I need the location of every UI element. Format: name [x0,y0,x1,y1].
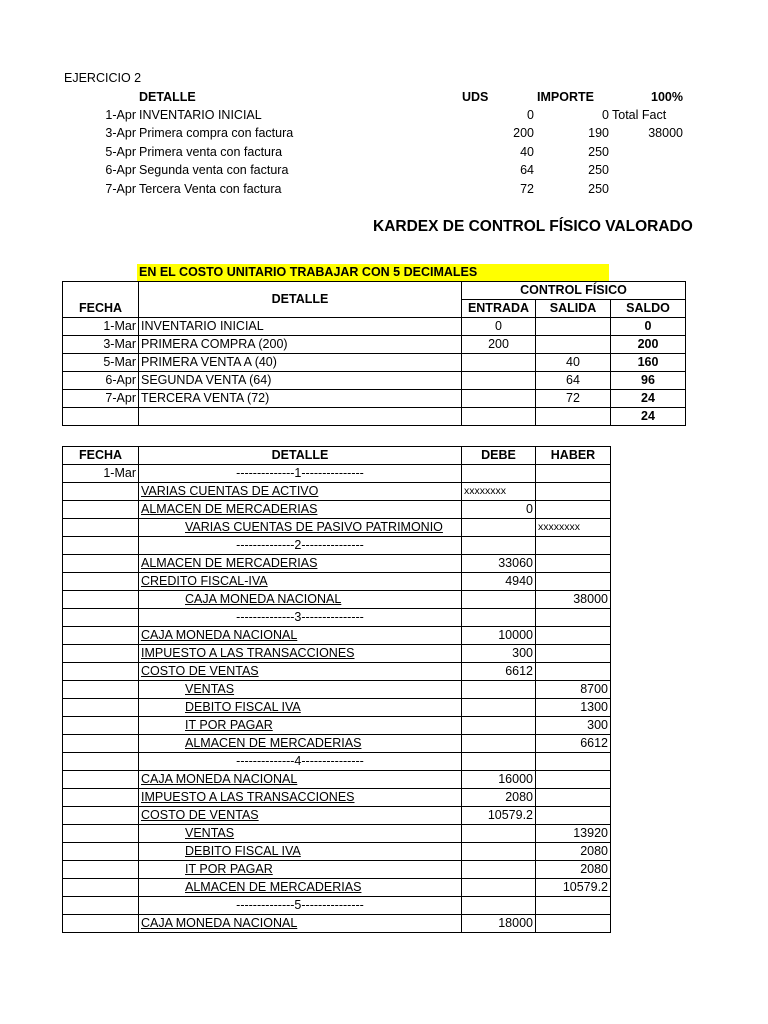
journal-cell-fecha [63,483,139,501]
journal-cell-debe: 10579.2 [462,807,536,825]
journal-cell-haber: 1300 [536,699,611,717]
journal-cell-debe: 2080 [462,789,536,807]
journal-cell-debe: 10000 [462,627,536,645]
kardex-table [62,281,686,426]
journal-cell-detalle [139,663,462,681]
exercise-row-fecha: 7-Apr [105,182,136,196]
journal-cell-haber: 2080 [536,843,611,861]
exercise-row-importe: 0 [602,108,609,122]
journal-cell-detalle [139,843,462,861]
kardex-cell-entrada [462,408,536,426]
table-row [63,753,611,771]
journal-cell-debe [462,465,536,483]
kardex-cell-entrada [462,390,536,408]
kardex-cell-saldo: 24 [611,390,686,408]
journal-cell-haber [536,537,611,555]
kardex-header-fecha: FECHA [63,282,139,318]
table-row [63,717,611,735]
journal-cell-debe [462,825,536,843]
journal-cell-detalle [139,735,462,753]
account-name: CREDITO FISCAL-IVA [141,574,268,588]
kardex-header-saldo: SALDO [611,300,686,318]
journal-cell-detalle: --------------4--------------- [139,753,462,771]
table-row [63,825,611,843]
kardex-header-control: CONTROL FÍSICO [462,282,686,300]
journal-cell-fecha [63,861,139,879]
exercise-row-fecha: 3-Apr [105,126,136,140]
journal-cell-fecha [63,699,139,717]
table-row [63,645,611,663]
kardex-cell-saldo: 200 [611,336,686,354]
journal-cell-haber [536,627,611,645]
journal-cell-haber: 13920 [536,825,611,843]
journal-cell-haber: 6612 [536,735,611,753]
kardex-cell-fecha: 6-Apr [63,372,139,390]
journal-cell-haber [536,501,611,519]
exercise-header-uds: UDS [462,90,489,104]
journal-cell-debe [462,591,536,609]
journal-cell-detalle [139,573,462,591]
exercise-row-note: Total Fact [612,108,667,122]
exercise-row-total: 38000 [648,126,683,140]
journal-table [62,446,611,933]
journal-cell-debe: 0 [462,501,536,519]
journal-cell-fecha [63,915,139,933]
journal-header-haber: HABER [536,447,611,465]
journal-cell-debe: xxxxxxxx [462,483,536,501]
kardex-title: KARDEX DE CONTROL FÍSICO VALORADO [373,218,693,235]
table-row [63,573,611,591]
kardex-cell-fecha: 3-Mar [63,336,139,354]
journal-cell-fecha [63,807,139,825]
table-row [63,519,611,537]
journal-cell-detalle [139,879,462,897]
kardex-cell-fecha: 1-Mar [63,318,139,336]
journal-cell-fecha [63,501,139,519]
table-row [63,408,686,426]
journal-cell-haber [536,465,611,483]
table-row [63,537,611,555]
journal-cell-fecha [63,573,139,591]
journal-cell-haber [536,555,611,573]
journal-cell-detalle: --------------3--------------- [139,609,462,627]
exercise-row-importe: 250 [588,145,609,159]
journal-cell-debe [462,609,536,627]
journal-cell-detalle [139,681,462,699]
journal-cell-debe [462,681,536,699]
journal-cell-debe [462,753,536,771]
table-row [63,627,611,645]
journal-header-debe: DEBE [462,447,536,465]
journal-cell-haber [536,573,611,591]
journal-cell-haber: 38000 [536,591,611,609]
journal-cell-debe: 16000 [462,771,536,789]
journal-cell-detalle: --------------1--------------- [139,465,462,483]
table-row [63,735,611,753]
table-row [63,555,611,573]
exercise-row-uds: 72 [520,182,534,196]
exercise-header-importe: IMPORTE [537,90,594,104]
journal-cell-haber [536,771,611,789]
exercise-row-importe: 250 [588,163,609,177]
journal-cell-debe: 33060 [462,555,536,573]
journal-cell-fecha [63,825,139,843]
journal-cell-detalle [139,915,462,933]
kardex-cell-detalle: PRIMERA COMPRA (200) [139,336,462,354]
kardex-cell-salida [536,408,611,426]
account-name: IMPUESTO A LAS TRANSACCIONES [141,790,355,804]
journal-cell-haber: 2080 [536,861,611,879]
journal-cell-fecha [63,789,139,807]
exercise-row-fecha: 1-Apr [105,108,136,122]
account-name: VENTAS [185,826,235,840]
journal-cell-detalle: --------------2--------------- [139,537,462,555]
journal-body [63,465,611,933]
account-name: CAJA MONEDA NACIONAL [141,772,298,786]
account-name: ALMACEN DE MERCADERIAS [141,502,318,516]
exercise-label: EJERCICIO 2 [64,71,142,85]
journal-cell-debe [462,897,536,915]
table-row [63,483,611,501]
journal-cell-haber: 10579.2 [536,879,611,897]
journal-header-detalle: DETALLE [139,447,462,465]
account-name: CAJA MONEDA NACIONAL [141,628,298,642]
account-name: VARIAS CUENTAS DE ACTIVO [141,484,319,498]
exercise-row-detalle: Segunda venta con factura [139,163,289,177]
kardex-cell-saldo: 160 [611,354,686,372]
table-row [63,465,611,483]
journal-cell-fecha [63,897,139,915]
table-row [63,354,686,372]
journal-cell-detalle [139,789,462,807]
journal-cell-debe: 300 [462,645,536,663]
table-row [63,789,611,807]
journal-cell-haber: 8700 [536,681,611,699]
journal-cell-detalle [139,807,462,825]
table-row [63,336,686,354]
exercise-row-uds: 40 [520,145,534,159]
journal-cell-fecha [63,663,139,681]
kardex-cell-detalle: PRIMERA VENTA A (40) [139,354,462,372]
account-name: DEBITO FISCAL IVA [185,700,301,714]
account-name: DEBITO FISCAL IVA [185,844,301,858]
journal-cell-fecha [63,771,139,789]
table-row [63,879,611,897]
journal-cell-detalle [139,483,462,501]
exercise-row-importe: 250 [588,182,609,196]
journal-cell-fecha [63,645,139,663]
journal-cell-haber [536,483,611,501]
journal-cell-detalle [139,645,462,663]
journal-header-fecha: FECHA [63,447,139,465]
journal-cell-debe [462,843,536,861]
table-row [63,372,686,390]
journal-cell-detalle [139,861,462,879]
exercise-row-uds: 0 [527,108,534,122]
kardex-cell-detalle [139,408,462,426]
kardex-cell-entrada [462,354,536,372]
account-name: IMPUESTO A LAS TRANSACCIONES [141,646,355,660]
journal-cell-haber [536,753,611,771]
journal-cell-debe: 6612 [462,663,536,681]
kardex-cell-fecha: 5-Mar [63,354,139,372]
journal-cell-haber [536,807,611,825]
table-row [63,663,611,681]
journal-cell-haber: 300 [536,717,611,735]
journal-cell-fecha [63,681,139,699]
journal-cell-fecha [63,735,139,753]
exercise-row-detalle: Primera venta con factura [139,145,283,159]
table-row [63,843,611,861]
table-row [63,681,611,699]
journal-cell-fecha [63,591,139,609]
table-row [63,915,611,933]
account-name: VENTAS [185,682,235,696]
account-name: VARIAS CUENTAS DE PASIVO PATRIMONIO [185,520,443,534]
journal-cell-haber [536,663,611,681]
journal-cell-fecha [63,609,139,627]
journal-cell-debe: 18000 [462,915,536,933]
journal-cell-detalle [139,519,462,537]
journal-cell-detalle [139,591,462,609]
exercise-row-uds: 64 [520,163,534,177]
exercise-row-fecha: 6-Apr [105,163,136,177]
account-name: ALMACEN DE MERCADERIAS [185,736,362,750]
journal-cell-detalle [139,699,462,717]
kardex-cell-salida [536,336,611,354]
kardex-note: EN EL COSTO UNITARIO TRABAJAR CON 5 DECIMALES [137,264,609,281]
table-row [63,771,611,789]
kardex-cell-entrada: 200 [462,336,536,354]
journal-cell-haber [536,645,611,663]
journal-cell-fecha: 1-Mar [63,465,139,483]
journal-cell-debe [462,519,536,537]
journal-cell-detalle [139,627,462,645]
journal-cell-detalle [139,501,462,519]
table-row [63,807,611,825]
exercise-header-detalle: DETALLE [139,90,196,104]
kardex-cell-saldo: 0 [611,318,686,336]
journal-cell-haber [536,897,611,915]
kardex-cell-fecha: 7-Apr [63,390,139,408]
table-row [63,897,611,915]
kardex-cell-salida: 64 [536,372,611,390]
journal-cell-fecha [63,537,139,555]
journal-cell-detalle: --------------5--------------- [139,897,462,915]
exercise-row-detalle: Primera compra con factura [139,126,294,140]
journal-cell-debe [462,879,536,897]
journal-cell-debe [462,735,536,753]
table-row [63,699,611,717]
table-row [63,501,611,519]
kardex-header-detalle: DETALLE [139,282,462,318]
journal-cell-debe [462,717,536,735]
table-row [63,390,686,408]
journal-cell-fecha [63,627,139,645]
journal-cell-haber [536,915,611,933]
kardex-cell-detalle: SEGUNDA VENTA (64) [139,372,462,390]
kardex-header-salida: SALIDA [536,300,611,318]
exercise-row-importe: 190 [588,126,609,140]
journal-cell-debe [462,537,536,555]
journal-cell-debe: 4940 [462,573,536,591]
exercise-row-fecha: 5-Apr [105,145,136,159]
journal-cell-haber [536,789,611,807]
journal-cell-detalle [139,717,462,735]
kardex-cell-saldo: 24 [611,408,686,426]
journal-cell-fecha [63,555,139,573]
kardex-cell-entrada: 0 [462,318,536,336]
journal-cell-fecha [63,519,139,537]
account-name: COSTO DE VENTAS [141,664,259,678]
table-row [63,591,611,609]
kardex-cell-detalle: TERCERA VENTA (72) [139,390,462,408]
kardex-cell-detalle: INVENTARIO INICIAL [139,318,462,336]
exercise-header-pct: 100% [651,90,683,104]
table-row [63,318,686,336]
kardex-cell-entrada [462,372,536,390]
journal-cell-debe [462,699,536,717]
account-name: CAJA MONEDA NACIONAL [141,916,298,930]
journal-cell-fecha [63,717,139,735]
kardex-cell-salida: 72 [536,390,611,408]
account-name: ALMACEN DE MERCADERIAS [141,556,318,570]
journal-cell-fecha [63,843,139,861]
kardex-header-entrada: ENTRADA [462,300,536,318]
exercise-row-detalle: INVENTARIO INICIAL [139,108,262,122]
kardex-cell-salida: 40 [536,354,611,372]
table-row [63,861,611,879]
journal-cell-debe [462,861,536,879]
kardex-cell-salida [536,318,611,336]
account-name: IT POR PAGAR [185,862,273,876]
account-name: IT POR PAGAR [185,718,273,732]
journal-cell-fecha [63,879,139,897]
account-name: CAJA MONEDA NACIONAL [185,592,342,606]
kardex-cell-saldo: 96 [611,372,686,390]
journal-cell-fecha [63,753,139,771]
journal-cell-haber: xxxxxxxx [536,519,611,537]
table-row [63,609,611,627]
kardex-cell-fecha [63,408,139,426]
journal-cell-detalle [139,771,462,789]
account-name: COSTO DE VENTAS [141,808,259,822]
account-name: ALMACEN DE MERCADERIAS [185,880,362,894]
journal-cell-haber [536,609,611,627]
exercise-row-uds: 200 [513,126,534,140]
journal-cell-detalle [139,555,462,573]
exercise-row-detalle: Tercera Venta con factura [139,182,282,196]
journal-cell-detalle [139,825,462,843]
